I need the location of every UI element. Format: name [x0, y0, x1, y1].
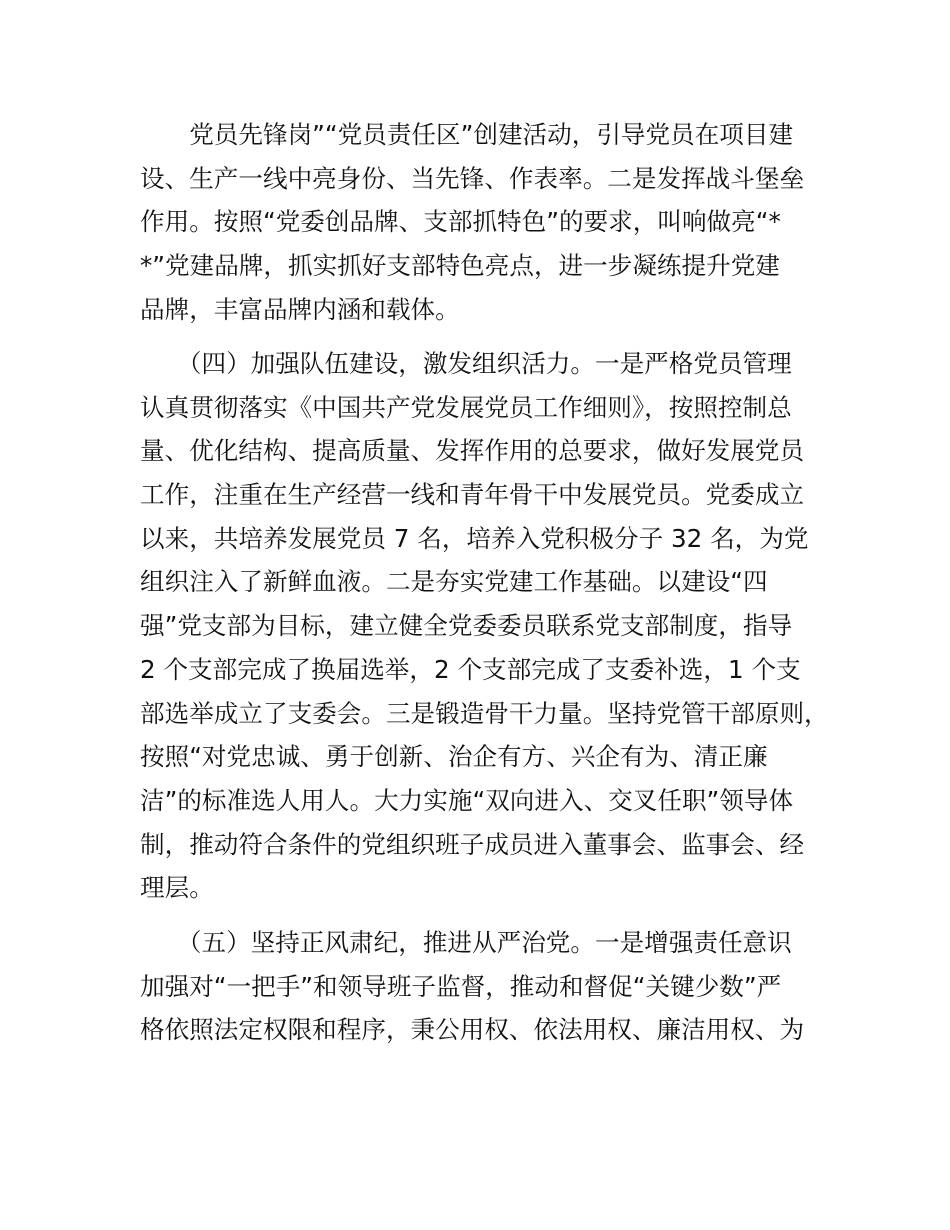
text-line: 党员先锋岗”“党员责任区”创建活动，引导党员在项目建	[140, 120, 794, 149]
text-line: 品牌，丰富品牌内涵和载体。	[140, 294, 460, 324]
text-line: 设、生产一线中亮身份、当先锋、作表率。二是发挥战斗堡垒	[140, 163, 805, 193]
text-line: 2 个支部完成了换届选举，2 个支部完成了支委补选，1 个支	[140, 654, 801, 684]
text-line: 按照“对党忠诚、勇于创新、治企有方、兴企有为、清正廉	[140, 742, 768, 772]
text-line: 洁”的标准选人用人。大力实施“双向进入、交叉任职”领导体	[140, 785, 794, 815]
text-line: 加强对“一把手”和领导班子监督，推动和督促“关键少数”严	[140, 971, 782, 1001]
text-line: *”党建品牌，抓实抓好支部特色亮点，进一步凝练提升党建	[140, 251, 780, 281]
text-line: 作用。按照“党委创品牌、支部抓特色”的要求，叫响做亮“*	[140, 207, 781, 237]
text-line: 理层。	[140, 873, 214, 903]
paragraph-1	[140, 113, 840, 331]
text-line: （四）加强队伍建设，激发组织活力。一是严格党员管理	[140, 349, 792, 378]
text-line: 以来，共培养发展党员 7 名，培养入党积极分子 32 名，为党	[140, 523, 809, 553]
text-line: 量、优化结构、提高质量、发挥作用的总要求，做好发展党员	[140, 436, 805, 466]
paragraph-3	[140, 921, 840, 1052]
text-line: 组织注入了新鲜血液。二是夯实党建工作基础。以建设“四	[140, 567, 768, 597]
text-line: 部选举成立了支委会。三是锻造骨干力量。坚持党管干部原则，	[140, 698, 829, 728]
text-line: 工作，注重在生产经营一线和青年骨干中发展党员。党委成立	[140, 480, 805, 510]
text-line: 制，推动符合条件的党组织班子成员进入董事会、监事会、经	[140, 829, 805, 859]
paragraph-2	[140, 342, 840, 910]
text-line: 认真贯彻落实《中国共产党发展党员工作细则》，按照控制总	[140, 392, 792, 422]
text-line: 强”党支部为目标，建立健全党委委员联系党支部制度，指导	[140, 611, 793, 641]
text-line: 格依照法定权限和程序，秉公用权、依法用权、廉洁用权、为	[140, 1015, 805, 1045]
text-line: （五）坚持正风肃纪，推进从严治党。一是增强责任意识	[140, 928, 792, 957]
